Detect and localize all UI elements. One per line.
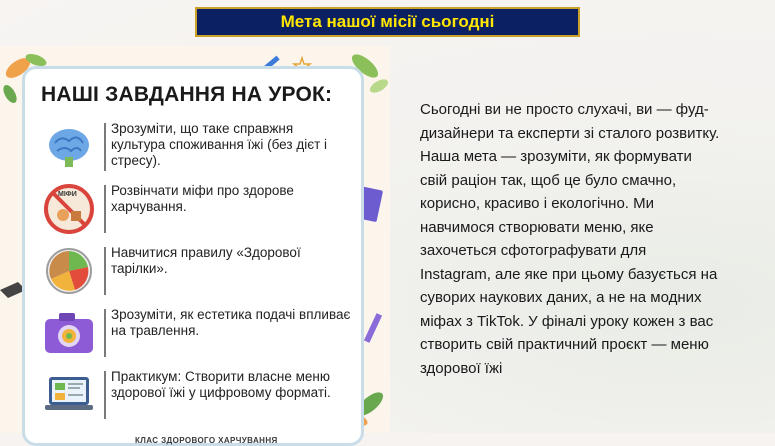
laptop-menu-icon (41, 367, 97, 423)
task-text: Практикум: Створити власне меню здорової їжі у цифровому форматі. (111, 369, 331, 400)
task-text: Зрозуміти, як естетика подачі впливає на травлення. (111, 307, 351, 338)
task-text: Зрозуміти, що таке справжня культура споживання їжі (без дієт і стресу). (111, 121, 328, 168)
task-text: Навчитися правилу «Здорової тарілки». (111, 245, 301, 276)
task-item (41, 119, 351, 175)
tasks-card (22, 66, 364, 446)
poster-footer: КЛАС ЗДОРОВОГО ХАРЧУВАННЯ (135, 436, 278, 445)
task-item (41, 367, 351, 423)
brain-icon (41, 119, 97, 175)
myths-icon-label: МІФИ (58, 191, 77, 198)
task-item (41, 181, 351, 237)
divider (104, 247, 106, 295)
task-item (41, 243, 351, 299)
slide-title-banner (195, 7, 580, 37)
pencil-right-icon (360, 311, 388, 351)
task-item (41, 305, 351, 361)
poster-heading: НАШІ ЗАВДАННЯ НА УРОК: (41, 83, 333, 106)
task-text: Розвінчати міфи про здорове харчування. (111, 183, 294, 214)
divider (104, 123, 106, 171)
tasks-poster (0, 46, 390, 445)
myths-forbidden-icon (41, 181, 97, 237)
divider (104, 185, 106, 233)
divider (104, 309, 106, 357)
divider (104, 371, 106, 419)
camera-icon (41, 305, 97, 361)
slide-title: Мета нашої місії сьогодні (280, 12, 495, 31)
healthy-plate-icon (41, 243, 97, 299)
slide-body-text[interactable]: Сьогодні ви не просто слухачі, ви — фуд-дизайнери та експерти зі сталого розвитку. Наша мета — зрозуміти, як формувати свій раціон так, щоб це було смачно, корисно, красиво і екологічно. Ми навчимося створювати меню, яке захочеться сфотографувати для Instagram, але яке при цьому базується на суворих наукових даних, а не на модних міфах з TikTok. У фіналі уроку кожен з вас створить свій практичний проєкт — меню здорової їжі (420, 101, 720, 377)
